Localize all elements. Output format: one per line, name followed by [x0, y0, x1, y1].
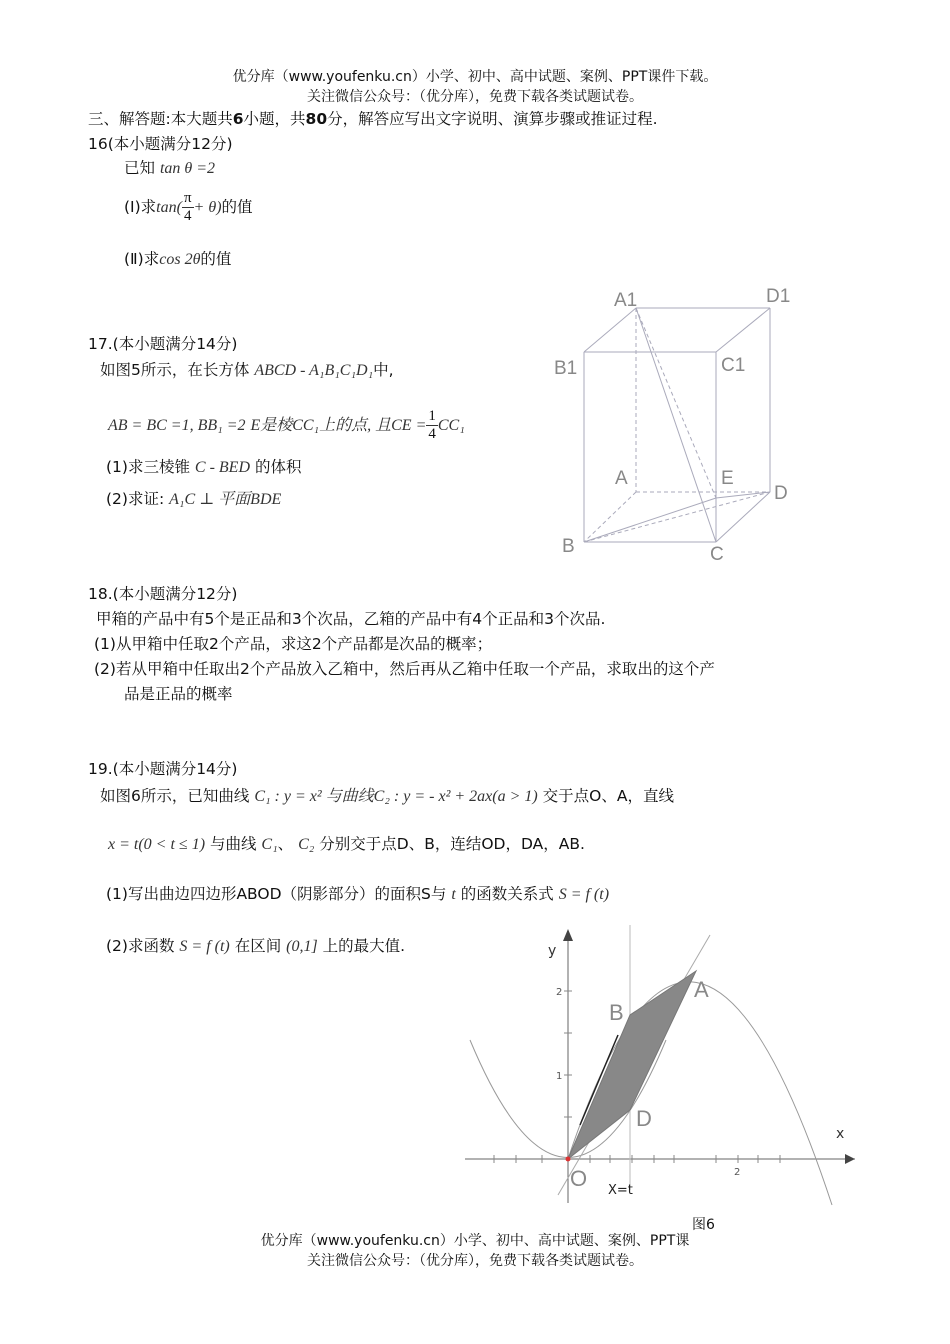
section-title-pre: 三、解答题:本大题共	[88, 110, 233, 128]
q19-line2-mid: 与曲线	[209, 835, 257, 853]
q16-p2-math: cos 2θ	[159, 251, 201, 268]
q17-p2-math: A₁C ⊥ 平面BDE	[169, 491, 282, 508]
section-points: 80	[305, 110, 328, 128]
q19-p1-t: t	[451, 886, 456, 903]
q17-intro	[100, 358, 394, 380]
q19-intro-pre: 如图6所示，已知曲线	[100, 787, 250, 805]
label-d1: D1	[766, 286, 791, 307]
q16-p2-post: 的值	[200, 250, 232, 268]
q16-p1-pre: (Ⅰ)求	[124, 198, 157, 216]
edge-a1-b1	[584, 308, 636, 352]
tick-x-2: 2	[734, 1167, 741, 1178]
label-b1: B1	[554, 358, 578, 379]
q19-line2-c1: C₁	[261, 836, 278, 853]
label-d: D	[774, 483, 788, 504]
q19-intro-math: C₁ : y = x² 与曲线C₂ : y = - x² + 2ax(a > 1)	[254, 788, 538, 805]
section-count: 6	[232, 110, 244, 128]
figure-6-graph	[460, 925, 880, 1210]
label-a1: A1	[614, 290, 638, 311]
q16-given	[124, 156, 215, 178]
q16-given-text: 已知	[124, 159, 156, 177]
q19-part-1	[106, 882, 609, 904]
q19-p2-post: 上的最大值.	[322, 937, 406, 955]
header-line-1: 优分库（www.youfenku.cn）小学、初中、高中试题、案例、PPT课件下载。	[232, 69, 718, 85]
x-axis-arrow-icon	[845, 1154, 855, 1164]
label-b: B	[562, 536, 575, 557]
q17-intro-text: 如图5所示，在长方体	[100, 361, 250, 379]
q19-p1-math: S = f (t)	[558, 886, 610, 903]
tick-y-1: 1	[556, 1071, 563, 1082]
q16-p1-den: 4	[183, 208, 192, 224]
point-b-label: B	[609, 1000, 624, 1025]
q16-part-2	[124, 247, 231, 269]
q16-part-1	[124, 190, 253, 225]
point-a-label: A	[694, 977, 709, 1002]
q17-part-1	[106, 455, 301, 477]
q19-p2-math: S = f (t)	[179, 938, 230, 955]
q19-intro	[100, 783, 674, 806]
q16-heading: 16(本小题满分12分)	[88, 135, 233, 153]
y-axis-arrow-icon	[563, 929, 573, 941]
q16-p2-pre: (Ⅱ)求	[124, 250, 160, 268]
q17-cond-tail: CC₁	[437, 417, 465, 434]
y-axis-label: y	[548, 943, 557, 959]
q17-p1-post: 的体积	[254, 458, 302, 476]
point-o-label: O	[570, 1166, 588, 1191]
label-e: E	[721, 468, 734, 489]
q16-p1-num: π	[183, 190, 192, 206]
line-x-t-label: X=t	[608, 1183, 633, 1198]
edge-a-b	[584, 492, 636, 542]
x-axis-label: x	[836, 1126, 845, 1142]
origin-point	[566, 1157, 571, 1162]
section-title	[88, 107, 658, 129]
segment-b-e	[584, 498, 716, 542]
q16-p1-math-a: tan(	[156, 199, 182, 216]
tick-y-2: 2	[556, 987, 563, 998]
q19-part-2	[106, 934, 405, 956]
q17-part-2	[106, 486, 281, 509]
q17-heading: 17.(本小题满分14分)	[88, 335, 238, 353]
segment-e-d	[716, 492, 770, 498]
q19-p1-mid: 的函数关系式	[460, 885, 554, 903]
q17-p1-math: C - BED	[194, 459, 251, 476]
edge-d1-c1	[716, 308, 770, 352]
label-c1: C1	[721, 355, 746, 376]
q17-p2-pre: (2)求证:	[106, 490, 165, 508]
q18-part-1: (1)从甲箱中任取2个产品，求这2个产品都是次品的概率；	[94, 635, 493, 653]
q19-line2-c2: C₂	[298, 836, 315, 853]
q16-p1-math-b: + θ)	[193, 199, 222, 216]
q17-cond-math: AB = BC =1, BB₁ =2	[108, 417, 246, 434]
q18-part-2-line-2: 品是正品的概率	[124, 685, 233, 703]
diagonal-a1-c	[636, 308, 716, 542]
q19-intro-post: 交于点O、A，直线	[542, 787, 674, 805]
q18-heading: 18.(本小题满分12分)	[88, 585, 238, 603]
q19-heading: 19.(本小题满分14分)	[88, 760, 238, 778]
q18-intro: 甲箱的产品中有5个是正品和3个次品，乙箱的产品中有4个正品和3个次品.	[96, 610, 606, 628]
q17-cond-num: 1	[428, 408, 436, 424]
q16-p1-post: 的值	[221, 198, 253, 216]
section-title-post: 分，解答应写出文字说明、演算步骤或推证过程.	[327, 110, 658, 128]
q17-cond-text: E是棱CC₁上的点, 且CE =	[250, 417, 427, 434]
q17-intro-post: 中,	[373, 361, 394, 379]
q17-p1-pre: (1)求三棱锥	[106, 458, 190, 476]
figure-6-caption: 图6	[692, 1217, 715, 1233]
q19-line2-math: x = t(0 < t ≤ 1)	[108, 836, 206, 853]
label-a: A	[615, 468, 628, 489]
q17-intro-math: ABCD - A₁B₁C₁D₁	[254, 362, 374, 379]
q19-line-2	[108, 832, 585, 854]
label-c: C	[710, 544, 724, 565]
q19-p1-pre: (1)写出曲边四边形ABOD（阴影部分）的面积S与	[106, 885, 447, 903]
q16-given-math: tan θ =2	[159, 160, 216, 177]
q19-line2-post: 分别交于点D、B，连结OD，DA，AB.	[319, 835, 585, 853]
q19-p2-mid: 在区间	[234, 937, 282, 955]
diagonal-a1-e	[636, 308, 716, 498]
header-line-2: 关注微信公众号：（优分库），免费下载各类试题试卷。	[307, 89, 643, 105]
q19-p2-pre: (2)求函数	[106, 937, 175, 955]
footer-line-1: 优分库（www.youfenku.cn）小学、初中、高中试题、案例、PPT课	[260, 1233, 690, 1249]
point-d-label: D	[636, 1106, 652, 1131]
q16-p1-fraction	[182, 190, 194, 225]
q19-line2-sep: 、	[277, 835, 294, 853]
diagonal-b-d	[584, 492, 770, 542]
figure-5-cuboid	[540, 280, 820, 570]
q17-cond-fraction	[426, 408, 438, 443]
q18-part-2-line-1: (2)若从甲箱中任取出2个产品放入乙箱中，然后再从乙箱中任取一个产品，求取出的这个产	[94, 660, 715, 678]
section-title-mid: 小题，共	[243, 110, 306, 128]
footer-line-2: 关注微信公众号：（优分库），免费下载各类试题试卷。	[307, 1253, 643, 1269]
q17-cond-den: 4	[428, 426, 436, 442]
q17-condition	[108, 408, 465, 443]
shaded-region-abod	[568, 971, 696, 1159]
q19-p2-interval: (0,1]	[286, 938, 318, 955]
